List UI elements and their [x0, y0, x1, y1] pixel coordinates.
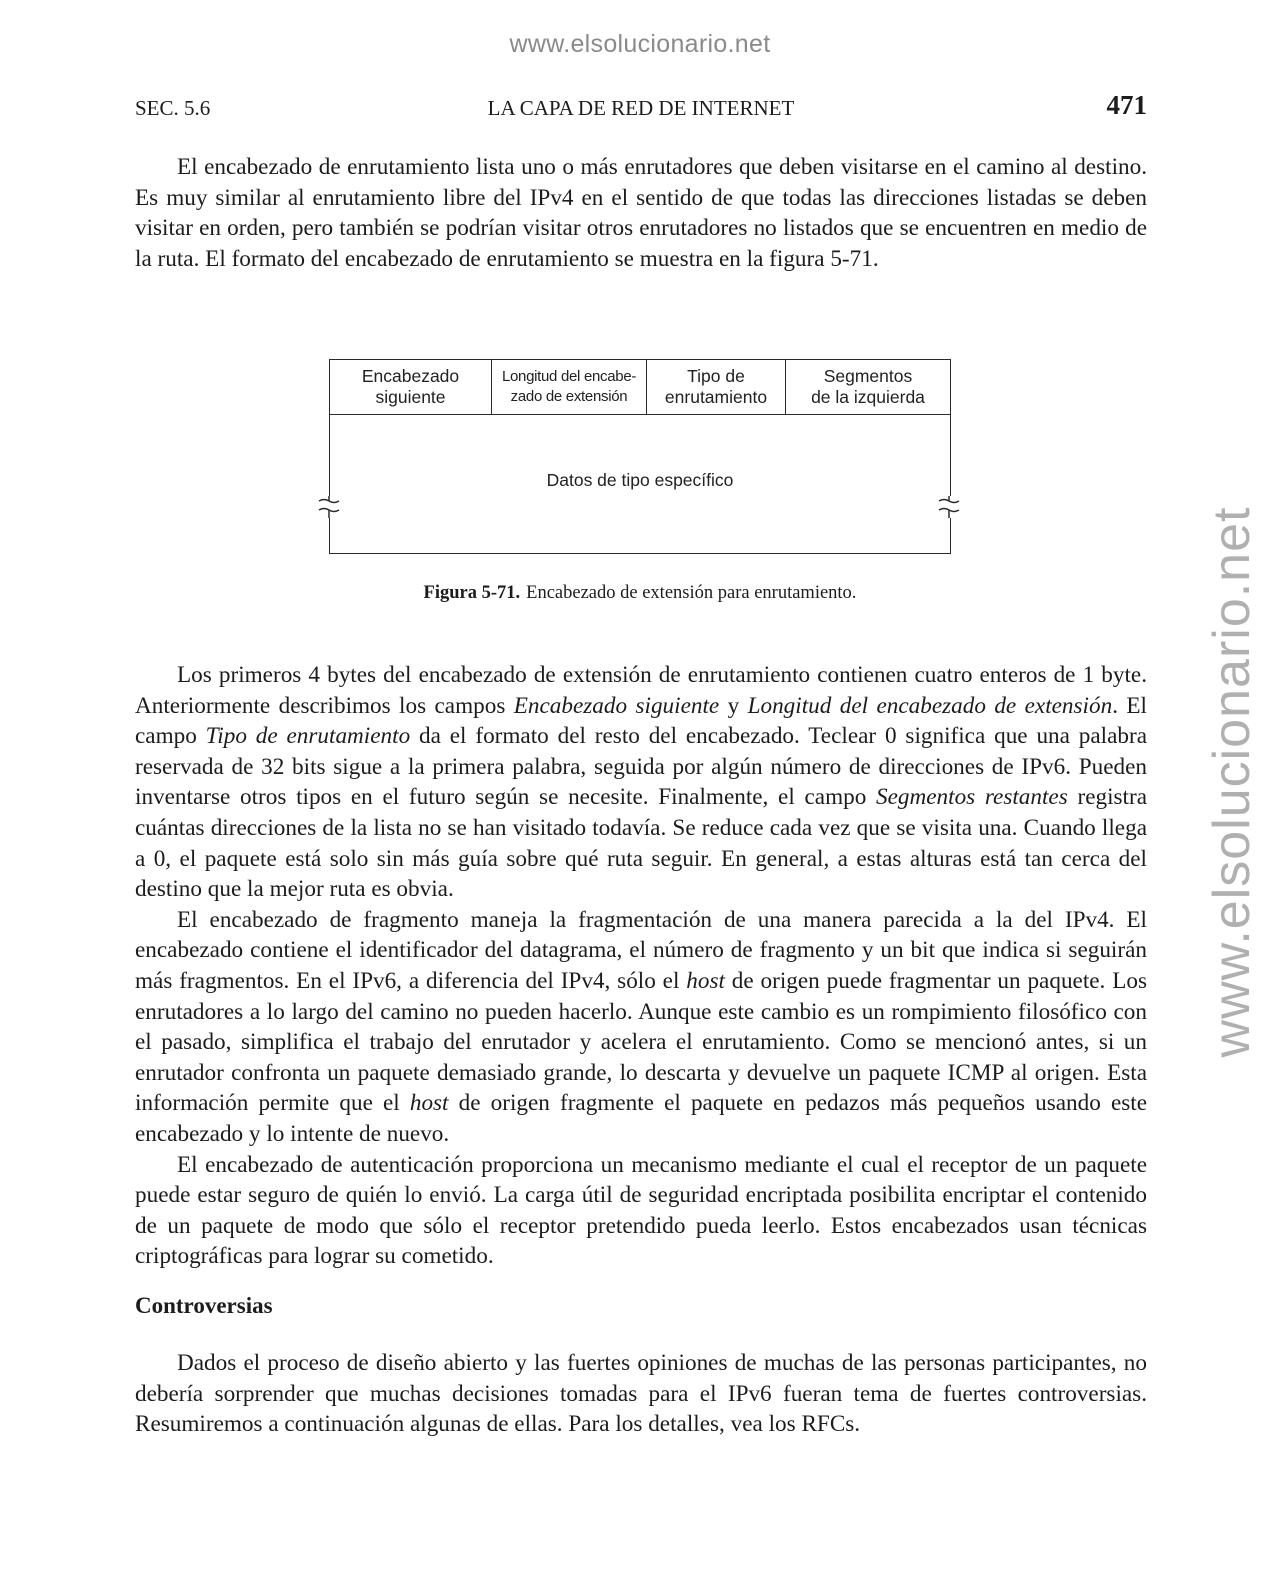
- section-number: SEC. 5.6: [135, 96, 211, 120]
- header-format-box: [329, 359, 951, 554]
- field-header-extension-length: Longitud del encabe- zado de extensión: [492, 360, 647, 414]
- field-segments-left: Segmentos de la izquierda: [811, 366, 925, 407]
- section-heading-controversias: Controversias: [135, 1293, 273, 1318]
- paragraph-first-bytes: Los primeros 4 bytes del encabezado de extensión de enrutamiento contienen cuatro enteros de 1 byte. Anteriormente describimos los campos Encabezado siguiente y Longitud del encabezado de extensión. El campo Tipo de enrutamiento da el formato del resto del encabezado. Teclear 0 significa que una palabra reservada de 32 bits sigue a la primera palabra, seguida por algún número de direcciones de IPv6. Pueden inventarse otros tipos en el futuro según se necesite. Finalmente, el campo Segmentos restantes registra cuántas direcciones de la lista no se han visitado todavía. Se reduce cada vez que se visita una. Cuando llega a 0, el paquete está solo sin más guía sobre qué ruta seguir. En general, a estas alturas está tan cerca del destino que la mejor ruta es obvia.: [135, 662, 1148, 903]
- text-block-main: [135, 660, 1147, 1272]
- paragraph-fragment-header: El encabezado de fragmento maneja la fragmentación de una manera parecida a la del IPv4. El encabezado contiene el identificador del datagrama, el número de fragmento y un bit que indica si seguirán más fragmentos. En el IPv6, a diferencia del IPv4, sólo el host de origen puede fragmentar un paquete. Los enrutadores a lo largo del camino no pueden hacerlo. Aunque este cambio es un rompimiento filosófico con el pasado, simplifica el trabajo del enrutador y acelera el enrutamiento. Como se mencionó antes, si un enrutador confronta un paquete demasiado grande, lo descarta y devuelve un paquete ICMP al origen. Esta información permite que el host de origen fragmente el paquete en pedazos más pequeños usando este encabezado y lo intente de nuevo.: [135, 906, 1148, 1147]
- header-fields-row: [330, 360, 950, 415]
- text-block-intro: [135, 152, 1147, 274]
- page-number: 471: [1106, 90, 1147, 120]
- figure-caption: [0, 583, 1280, 604]
- watermark-side: www.elsolucionario.net: [1203, 506, 1261, 1058]
- type-specific-data-label: Datos de tipo específico: [546, 470, 734, 490]
- running-head: [135, 90, 1147, 126]
- chapter-title: LA CAPA DE RED DE INTERNET: [487, 96, 795, 120]
- watermark-top: www.elsolucionario.net: [509, 30, 771, 58]
- break-mark-right-icon: [936, 496, 962, 518]
- figure-caption-text: Encabezado de extensión para enrutamiento.: [526, 583, 857, 603]
- break-mark-left-icon: [316, 496, 342, 518]
- text-block-controversies: [135, 1348, 1147, 1440]
- field-next-header: Encabezado siguiente: [330, 360, 492, 414]
- paragraph-authentication-header: El encabezado de autenticación proporciona un mecanismo mediante el cual el receptor de un paquete puede estar seguro de quién lo envió. La carga útil de seguridad encriptada posibilita encriptar el contenido de un paquete de modo que sólo el receptor pretendido pueda leerlo. Estos encabezados usan técnicas criptográficas para lograr su cometido.: [135, 1151, 1147, 1270]
- field-routing-type: Tipo de enrutamiento: [647, 360, 786, 414]
- figure-caption-label: Figura 5-71.: [423, 583, 521, 603]
- paragraph-routing-header: El encabezado de enrutamiento lista uno o más enrutadores que deben visitarse en el camino al destino. Es muy similar al enrutamiento libre del IPv4 en el sentido de que todas las direcciones listadas se deben visitar en orden, pero también se podrían visitar otros enrutadores no listados que se encuentren en medio de la ruta. El formato del encabezado de enrutamiento se muestra en la figura 5-71.: [135, 154, 1147, 272]
- figure-routing-extension-header: [329, 359, 951, 554]
- paragraph-controversies: Dados el proceso de diseño abierto y las fuertes opiniones de muchas de las personas participantes, no debería sorprender que muchas decisiones tomadas para el IPv6 fueran tema de fuertes controversias. Resumiremos a continuación algunas de ellas. Para los detalles, vea los RFCs.: [135, 1350, 1147, 1438]
